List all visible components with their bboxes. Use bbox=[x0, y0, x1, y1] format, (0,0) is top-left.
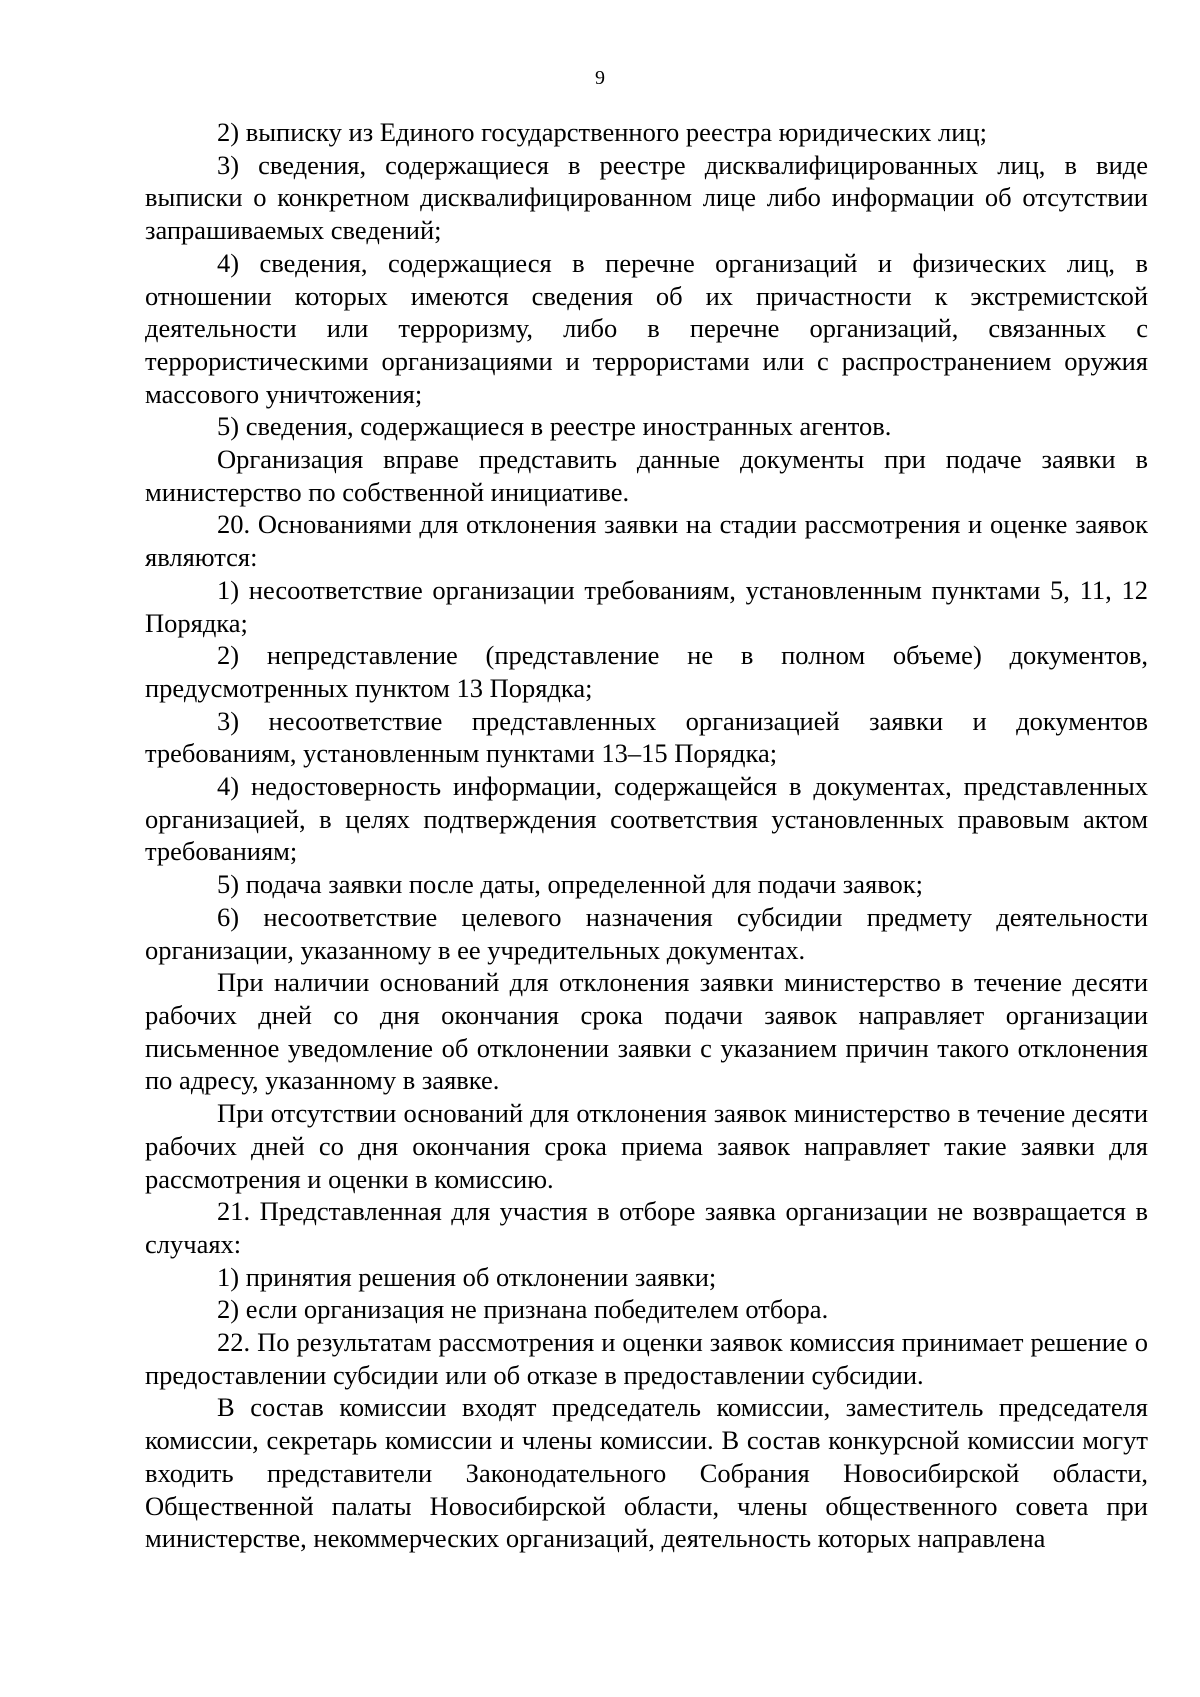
paragraph-clause-20-item-1: 1) несоответствие организации требованиям, установленным пунктами 5, 11, 12 Порядка; bbox=[145, 574, 1148, 638]
paragraph-organization-right: Организация вправе представить данные документы при подаче заявки в министерство по собственной инициативе. bbox=[145, 444, 1148, 507]
paragraph-clause-20-item-6: 6) несоответствие целевого назначения субсидии предмету деятельности организации, указанному в ее учредительных документах. bbox=[145, 901, 1148, 965]
paragraph-clause-21-item-2: 2) если организация не признана победителем отбора. bbox=[217, 1294, 829, 1325]
paragraph-item-3: 3) сведения, содержащиеся в реестре дисквалифицированных лиц, в виде выписки о конкретном дисквалифицированном лице либо информации об отсутствии запрашиваемых сведений; bbox=[145, 149, 1148, 246]
page-number: 9 bbox=[595, 67, 605, 89]
paragraph-rejection-notice: При наличии оснований для отклонения заявки министерство в течение десяти рабочих дней со дня окончания срока подачи заявок направляет организации письменное уведомление об отклонении заявки с указанием причин такого отклонения по адресу, указанному в заявке. bbox=[145, 967, 1148, 1096]
paragraph-clause-20: 20. Основаниями для отклонения заявки на стадии рассмотрения и оценке заявок являются: bbox=[145, 509, 1148, 573]
document-body bbox=[145, 116, 1148, 1555]
paragraph-clause-22: 22. По результатам рассмотрения и оценки заявок комиссия принимает решение о предоставлении субсидии или об отказе в предоставлении субсидии. bbox=[145, 1327, 1148, 1390]
paragraph-clause-20-item-3: 3) несоответствие представленных организацией заявки и документов требованиям, установленным пунктами 13–15 Порядка; bbox=[145, 705, 1148, 769]
paragraph-item-5: 5) сведения, содержащиеся в реестре иностранных агентов. bbox=[217, 411, 892, 442]
paragraph-commission-composition: В состав комиссии входят председатель комиссии, заместитель председателя комиссии, секретарь комиссии и члены комиссии. В состав конкурсной комиссии могут входить представители Законодательного Собрания Новосибирской области, Общественной палаты Новосибирской области, члены общественного совета при министерстве, некоммерческих организаций, деятельность которых направлена bbox=[145, 1392, 1148, 1554]
paragraph-clause-20-item-2: 2) непредставление (представление не в полном объеме) документов, предусмотренных пунктом 13 Порядка; bbox=[145, 640, 1148, 703]
paragraph-item-2: 2) выписку из Единого государственного реестра юридических лиц; bbox=[217, 117, 987, 147]
paragraph-clause-21: 21. Представленная для участия в отборе заявка организации не возвращается в случаях: bbox=[145, 1196, 1148, 1259]
paragraph-item-4: 4) сведения, содержащиеся в перечне организаций и физических лиц, в отношении которых имеются сведения об их причастности к экстремистской деятельности или терроризму, либо в перечне организаций, связанных с террористическими организациями и террористами или с распространением оружия массового уничтожения; bbox=[145, 247, 1148, 409]
paragraph-clause-21-item-1: 1) принятия решения об отклонении заявки; bbox=[217, 1261, 717, 1292]
paragraph-clause-20-item-4: 4) недостоверность информации, содержащейся в документах, представленных организацией, в целях подтверждения соответствия установленных правовым актом требованиям; bbox=[145, 771, 1148, 867]
paragraph-no-rejection: При отсутствии оснований для отклонения заявок министерство в течение десяти рабочих дней со дня окончания срока приема заявок направляет такие заявки для рассмотрения и оценки в комиссию. bbox=[145, 1098, 1148, 1194]
paragraph-clause-20-item-5: 5) подача заявки после даты, определенной для подачи заявок; bbox=[217, 869, 924, 900]
